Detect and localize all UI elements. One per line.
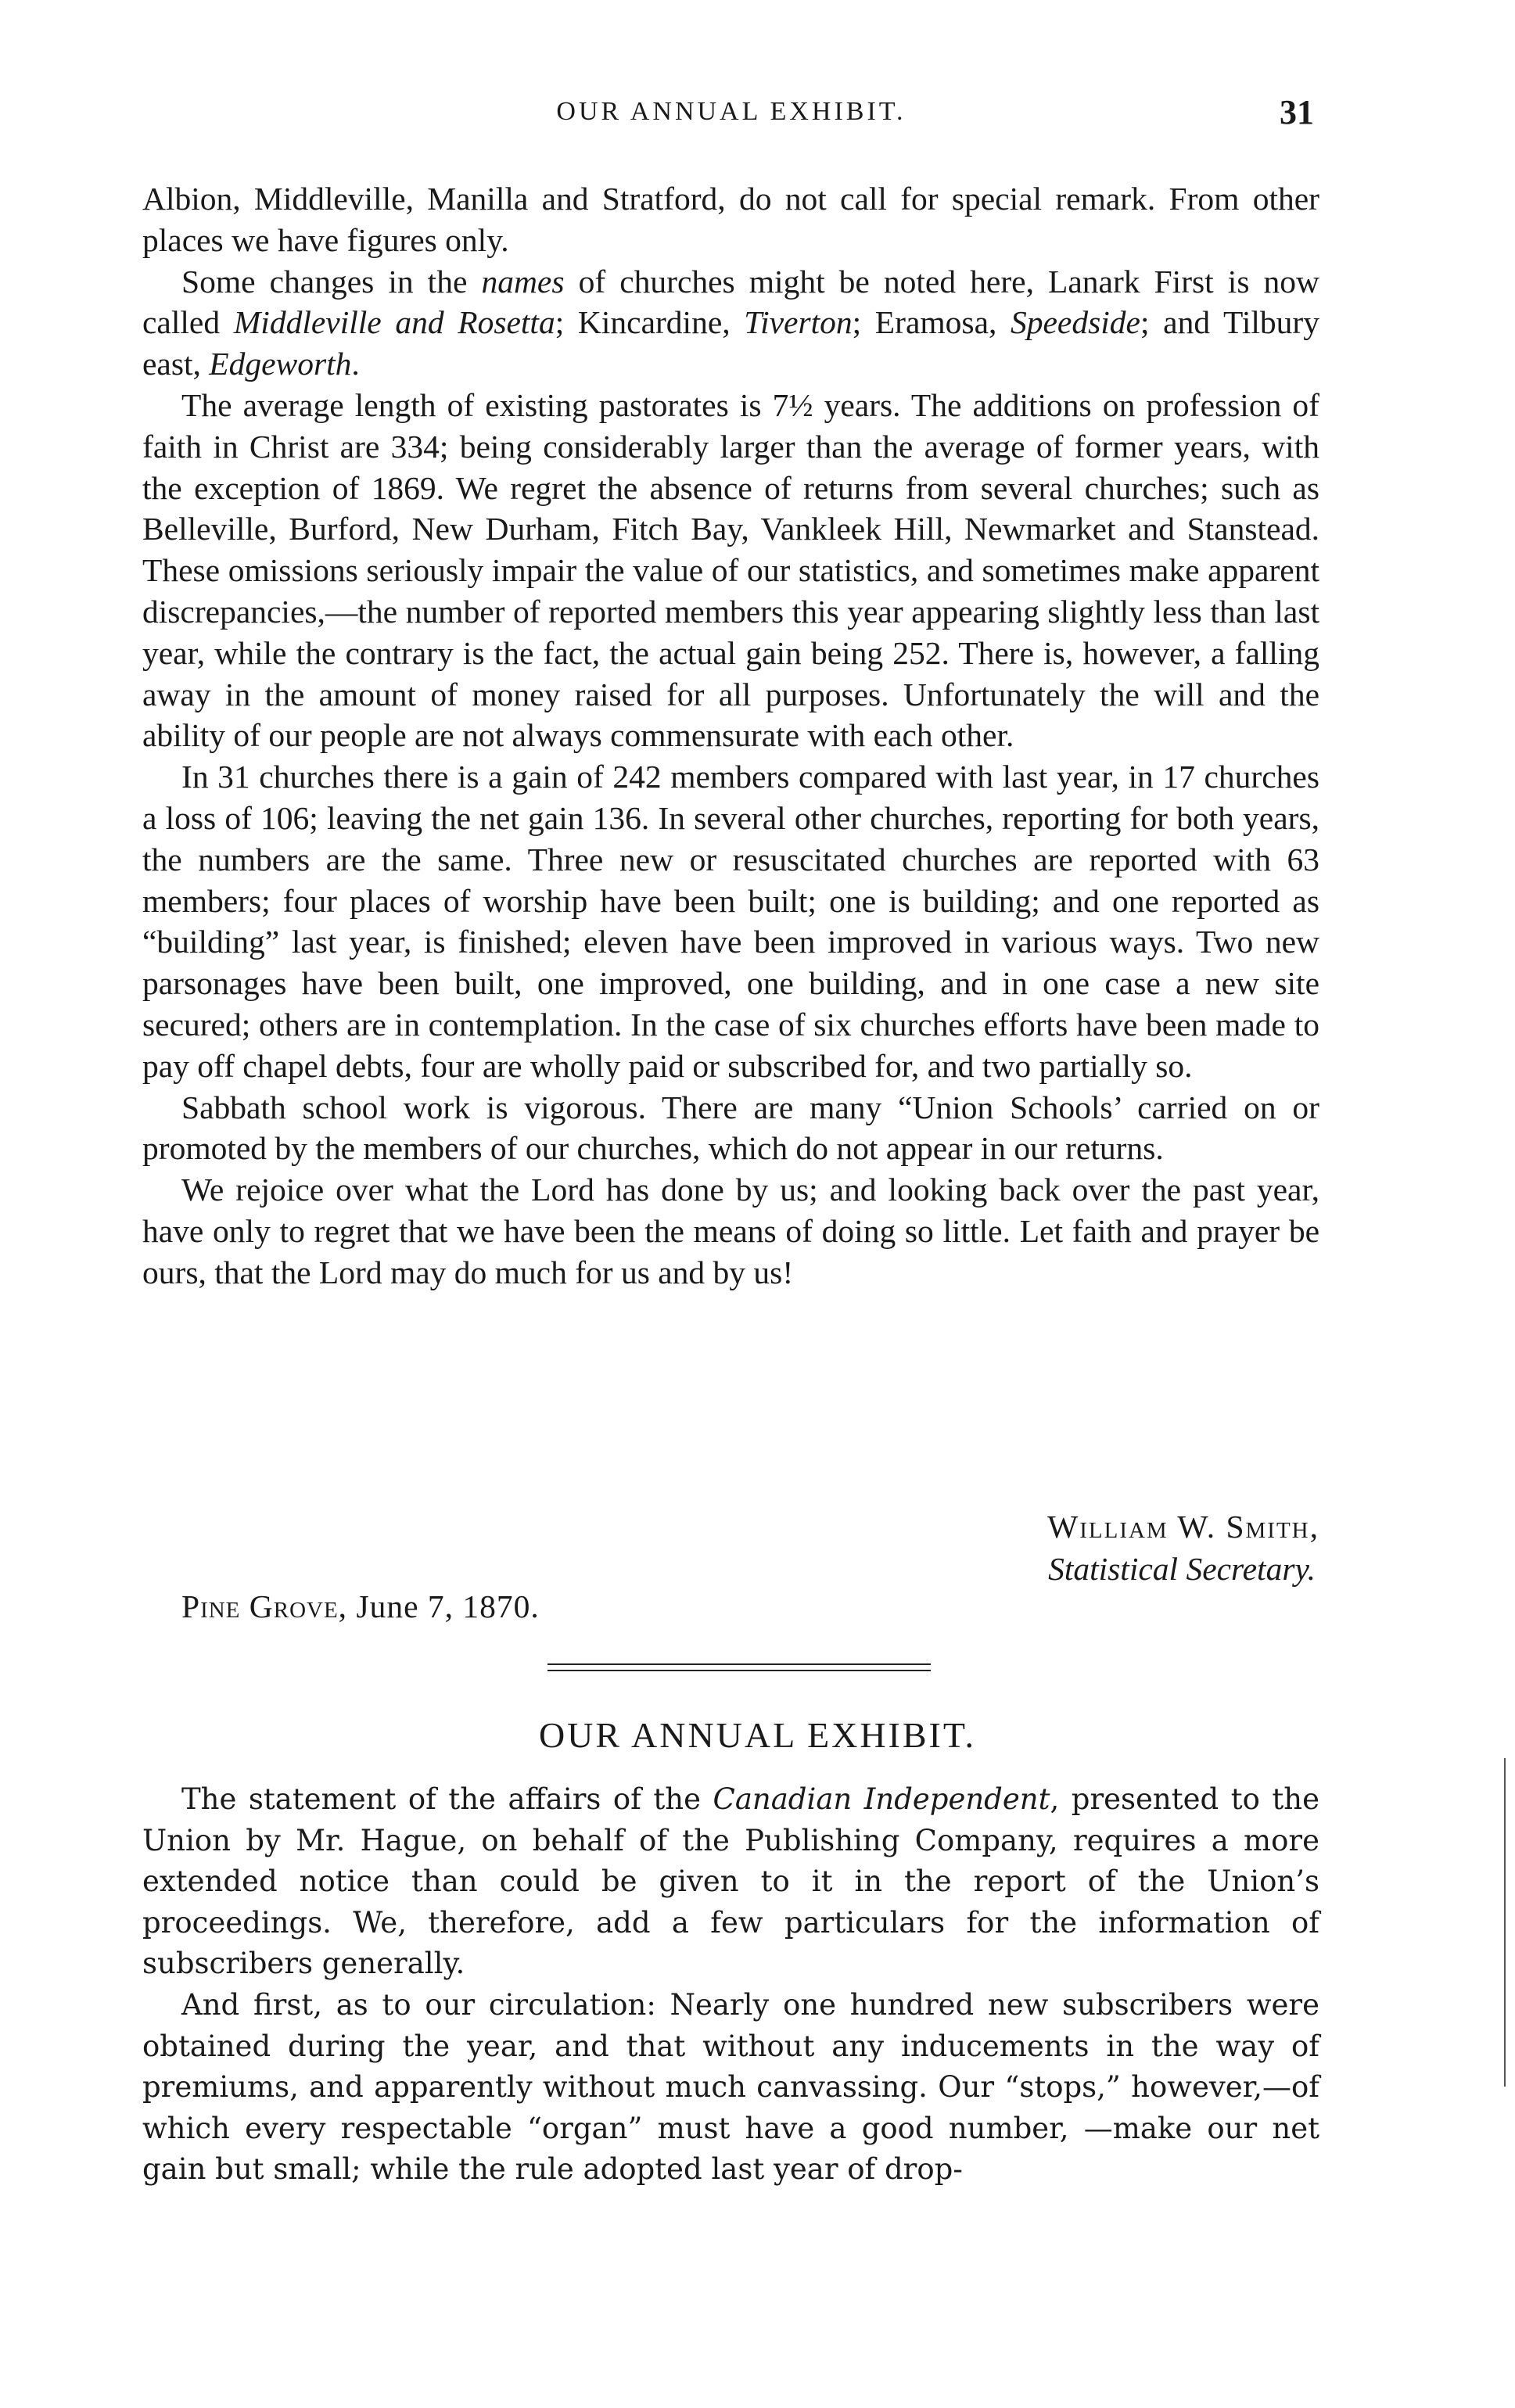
text-run: The statement of the affairs of the	[181, 1782, 713, 1816]
running-title: OUR ANNUAL EXHIBIT.	[556, 97, 906, 126]
italic-text: Tiverton	[744, 304, 853, 341]
text-run: , presented to the Union by Mr. Hague, on behalf of the Publishing Company, requires a more extended notice than could be given to it in the report of the Union’s proceedings. We, therefore, add a few particulars for the information of subscribers generally.	[142, 1782, 1319, 1981]
section-divider-bottom	[547, 1670, 931, 1671]
text-run: We rejoice over what the Lord has done by us; and looking back over the past year, have only to regret that we have been the means of doing so little. Let faith and prayer be ours, that the Lord may do much for us and by us!	[142, 1172, 1319, 1290]
paragraph	[142, 1985, 1319, 2191]
paragraph	[142, 385, 1319, 756]
text-run: In 31 churches there is a gain of 242 members compared with last year, in 17 churches a loss of 106; leaving the net gain 136. In several other churches, reporting for both years, the numbers are the same. Three new or resuscitated churches are reported with 63 members; four places of worship have been built; one is building; and one reported as “building” last year, is finished; eleven have been improved in various ways. Two new parsonages have been built, one improved, one building, and in one case a new site secured; others are in contemplation. In the case of six churches efforts have been made to pay off chapel debts, four are wholly paid or subscribed for, and two partially so.	[142, 759, 1319, 1084]
italic-text: Canadian Independent	[713, 1782, 1050, 1816]
dateline-place: Pine Grove,	[181, 1588, 348, 1624]
section-body	[142, 1779, 1319, 2191]
margin-rule	[1504, 1758, 1506, 2087]
paragraph	[142, 1779, 1319, 1985]
section-divider-top	[547, 1663, 931, 1665]
italic-text: Edgeworth	[209, 346, 352, 382]
text-run: .	[351, 346, 360, 382]
page-number: 31	[1280, 93, 1314, 131]
paragraph	[142, 1087, 1319, 1170]
text-run: ; Kincardine,	[555, 304, 745, 341]
text-run: ; and Tilbury east,	[142, 304, 1319, 382]
text-run: of churches might be noted here, Lanark First is now called	[142, 263, 1320, 341]
paragraph	[142, 756, 1319, 1086]
running-head	[149, 92, 1314, 139]
text-run: Sabbath school work is vigorous. There are many “Union Schools’ carried on or promoted by the members of our churches, which do not appear in our returns.	[142, 1089, 1319, 1167]
paragraph	[142, 1169, 1319, 1293]
text-run: Some changes in the	[181, 263, 482, 300]
paragraph	[142, 261, 1319, 385]
paragraph	[142, 178, 1319, 261]
text-run: ; Eramosa,	[852, 304, 1011, 341]
section-title: OUR ANNUAL EXHIBIT.	[538, 1715, 977, 1755]
italic-text: Speedside	[1011, 304, 1140, 341]
signature-name: William W. Smith,	[1047, 1509, 1319, 1545]
dateline-date: June 7, 1870.	[347, 1588, 540, 1624]
text-run: And first, as to our circulation: Nearly one hundred new subscribers were obtained during the year, and that without any inducements in the way of premiums, and apparently without much canvassing. Our “stops,” however,—of which every respectable “organ” must have a good number, —make our net gain but small; while the rule adopted last year of drop-	[142, 1987, 1319, 2187]
signature-role: Statistical Secretary.	[1048, 1551, 1316, 1587]
italic-text: names	[481, 263, 565, 300]
dateline	[181, 1588, 540, 1625]
italic-text: Middleville and Rosetta	[233, 304, 555, 341]
text-run: The average length of existing pastorates is 7½ years. The additions on profession of faith in Christ are 334; being considerably larger than the average of former years, with the exception of 1869. We regret the absence of returns from several churches; such as Belleville, Burford, New Durham, Fitch Bay, Vankleek Hill, Newmarket and Stanstead. These omissions seriously impair the value of our statistics, and sometimes make apparent discrepancies,—the number of reported members this year appearing slightly less than last year, while the contrary is the fact, the actual gain being 252. There is, however, a falling away in the amount of money raised for all purposes. Unfortunately the will and the ability of our people are not always commensurate with each other.	[142, 386, 1319, 754]
text-run: Albion, Middleville, Manilla and Stratford, do not call for special remark. From other places we have figures only.	[142, 181, 1319, 258]
report-body	[142, 178, 1319, 1294]
